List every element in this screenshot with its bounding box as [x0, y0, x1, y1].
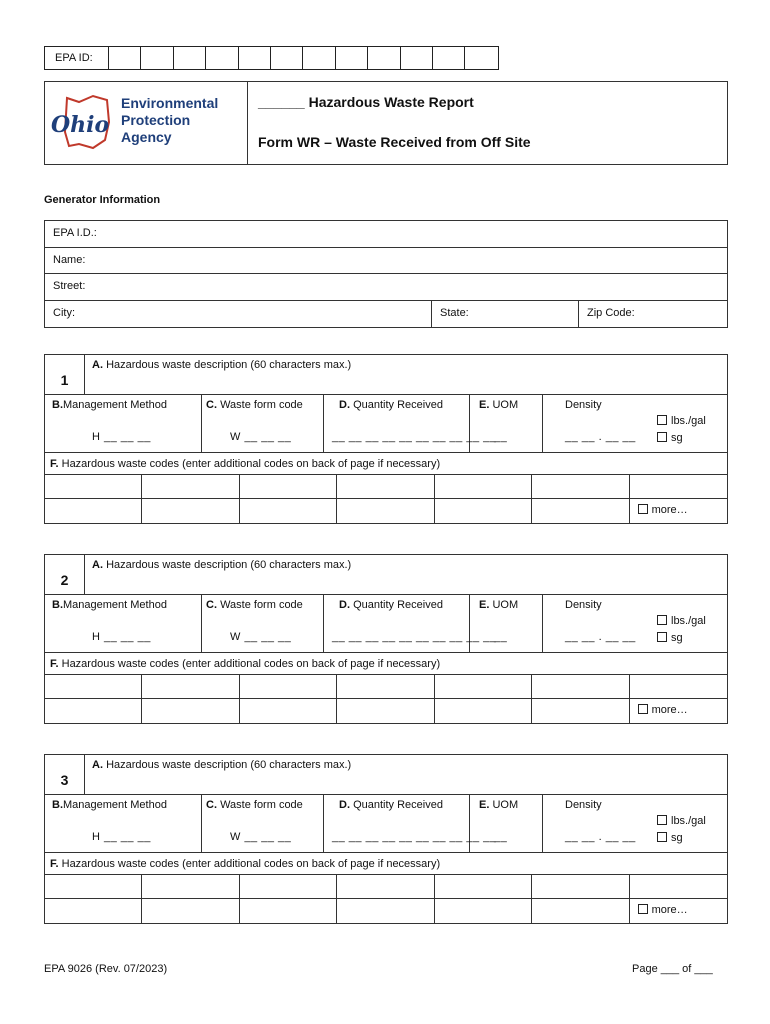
code-cell[interactable] — [630, 475, 727, 499]
block-number: 2 — [45, 555, 85, 594]
code-cell[interactable] — [337, 499, 434, 523]
epa-id-cell[interactable] — [433, 47, 465, 69]
management-method-field[interactable]: B.Management Method H __ __ __ — [45, 595, 202, 652]
code-cell[interactable] — [532, 475, 629, 499]
code-cell[interactable] — [142, 699, 239, 723]
form-title: Form WR – Waste Received from Off Site — [258, 134, 531, 150]
code-cell[interactable] — [337, 675, 434, 699]
code-cell[interactable] — [630, 675, 727, 699]
epa-id-cell[interactable] — [174, 47, 206, 69]
form-header — [44, 81, 728, 165]
epa-id-cell[interactable] — [336, 47, 368, 69]
generator-zip-field[interactable]: Zip Code: — [578, 301, 727, 328]
density-field[interactable]: Density __ __ . __ __ lbs./gal sg — [565, 599, 706, 644]
code-cell[interactable] — [240, 475, 337, 499]
hazardous-codes-label: F. Hazardous waste codes (enter additional codes on back of page if necessary) — [45, 653, 727, 675]
code-cell[interactable] — [435, 899, 532, 923]
report-title: ______ Hazardous Waste Report — [258, 94, 474, 110]
code-cell[interactable] — [337, 899, 434, 923]
density-field[interactable]: Density __ __ . __ __ lbs./gal sg — [565, 799, 706, 844]
quantity-received-field[interactable]: D. Quantity Received __ __ __ __ __ __ __ __ __ __ — [324, 395, 470, 452]
code-cell[interactable] — [45, 699, 142, 723]
density-field[interactable]: Density __ __ . __ __ lbs./gal sg — [565, 399, 706, 444]
code-cell[interactable] — [532, 499, 629, 523]
form-number: EPA 9026 (Rev. 07/2023) — [44, 963, 168, 975]
block-number: 3 — [45, 755, 85, 794]
code-cell[interactable] — [435, 499, 532, 523]
sg-checkbox[interactable] — [657, 632, 667, 642]
epa-id-cell[interactable] — [401, 47, 433, 69]
hazardous-codes-label: F. Hazardous waste codes (enter additional codes on back of page if necessary) — [45, 453, 727, 475]
code-cell[interactable] — [337, 699, 434, 723]
code-cell[interactable] — [240, 499, 337, 523]
generator-city-field[interactable]: City: — [53, 306, 75, 319]
uom-field[interactable]: E. UOM __ — [470, 595, 543, 652]
hazardous-codes-grid — [45, 875, 727, 923]
lbs-gal-checkbox[interactable] — [657, 615, 667, 625]
waste-block — [44, 354, 728, 524]
generator-state-field[interactable]: State: — [431, 301, 578, 328]
code-cell[interactable] — [142, 899, 239, 923]
quantity-received-field[interactable]: D. Quantity Received __ __ __ __ __ __ __ __ __ __ — [324, 795, 470, 852]
code-cell[interactable] — [240, 899, 337, 923]
code-cell[interactable] — [240, 875, 337, 899]
code-cell[interactable] — [45, 899, 142, 923]
code-cell[interactable] — [240, 699, 337, 723]
code-cell[interactable] — [45, 499, 142, 523]
page-number: Page ___ of ___ — [632, 963, 713, 975]
waste-form-code-field[interactable]: C. Waste form code W __ __ __ — [202, 595, 324, 652]
code-cell[interactable] — [532, 699, 629, 723]
code-cell[interactable] — [142, 675, 239, 699]
code-cell[interactable] — [435, 875, 532, 899]
code-cell[interactable] — [240, 675, 337, 699]
more-codes-cell[interactable]: more… — [630, 699, 727, 723]
generator-epa-id-field[interactable]: EPA I.D.: — [53, 227, 97, 239]
sg-checkbox[interactable] — [657, 832, 667, 842]
generator-table — [44, 220, 728, 328]
description-field[interactable]: A. Hazardous waste description (60 characters max.) — [92, 759, 352, 771]
code-cell[interactable] — [45, 875, 142, 899]
epa-id-cell[interactable] — [465, 47, 497, 69]
code-cell[interactable] — [435, 699, 532, 723]
epa-id-cell[interactable] — [271, 47, 303, 69]
code-cell[interactable] — [45, 675, 142, 699]
description-field[interactable]: A. Hazardous waste description (60 characters max.) — [92, 359, 352, 371]
lbs-gal-checkbox[interactable] — [657, 815, 667, 825]
more-checkbox[interactable] — [638, 704, 648, 714]
ohio-epa-logo — [45, 82, 248, 164]
generator-street-field[interactable]: Street: — [53, 280, 86, 292]
ohio-state-icon — [49, 92, 121, 154]
description-field[interactable]: A. Hazardous waste description (60 characters max.) — [92, 559, 352, 571]
epa-id-cell[interactable] — [109, 47, 141, 69]
code-cell[interactable] — [142, 475, 239, 499]
code-cell[interactable] — [532, 675, 629, 699]
code-cell[interactable] — [45, 475, 142, 499]
code-cell[interactable] — [337, 475, 434, 499]
waste-form-code-field[interactable]: C. Waste form code W __ __ __ — [202, 395, 324, 452]
waste-block — [44, 554, 728, 724]
hazardous-codes-label: F. Hazardous waste codes (enter additional codes on back of page if necessary) — [45, 853, 727, 875]
ohio-logo-text: Ohio — [51, 112, 110, 138]
sg-checkbox[interactable] — [657, 432, 667, 442]
waste-block — [44, 754, 728, 924]
hazardous-codes-grid — [45, 675, 727, 723]
code-cell[interactable] — [532, 875, 629, 899]
waste-form-code-field[interactable]: C. Waste form code W __ __ __ — [202, 795, 324, 852]
uom-field[interactable]: E. UOM __ — [470, 795, 543, 852]
code-cell[interactable] — [435, 475, 532, 499]
management-method-field[interactable]: B.Management Method H __ __ __ — [45, 395, 202, 452]
more-checkbox[interactable] — [638, 904, 648, 914]
code-cell[interactable] — [435, 675, 532, 699]
generator-section-title: Generator Information — [44, 194, 161, 206]
agency-name: Environmental Protection Agency — [121, 95, 219, 145]
more-checkbox[interactable] — [638, 504, 648, 514]
code-cell[interactable] — [532, 899, 629, 923]
code-cell[interactable] — [337, 875, 434, 899]
code-cell[interactable] — [630, 875, 727, 899]
lbs-gal-checkbox[interactable] — [657, 415, 667, 425]
epa-id-strip — [44, 46, 499, 70]
epa-id-label: EPA ID: — [45, 47, 109, 69]
epa-id-cell[interactable] — [303, 47, 335, 69]
block-number: 1 — [45, 355, 85, 394]
generator-name-field[interactable]: Name: — [53, 253, 86, 266]
epa-id-cell[interactable] — [239, 47, 271, 69]
management-method-field[interactable]: B.Management Method H __ __ __ — [45, 795, 202, 852]
hazardous-codes-grid — [45, 475, 727, 523]
epa-id-cell[interactable] — [368, 47, 400, 69]
uom-field[interactable]: E. UOM __ — [470, 395, 543, 452]
more-codes-cell[interactable]: more… — [630, 499, 727, 523]
quantity-received-field[interactable]: D. Quantity Received __ __ __ __ __ __ __ __ __ __ — [324, 595, 470, 652]
epa-id-cell[interactable] — [141, 47, 173, 69]
epa-id-cell[interactable] — [206, 47, 238, 69]
code-cell[interactable] — [142, 875, 239, 899]
more-codes-cell[interactable]: more… — [630, 899, 727, 923]
code-cell[interactable] — [142, 499, 239, 523]
